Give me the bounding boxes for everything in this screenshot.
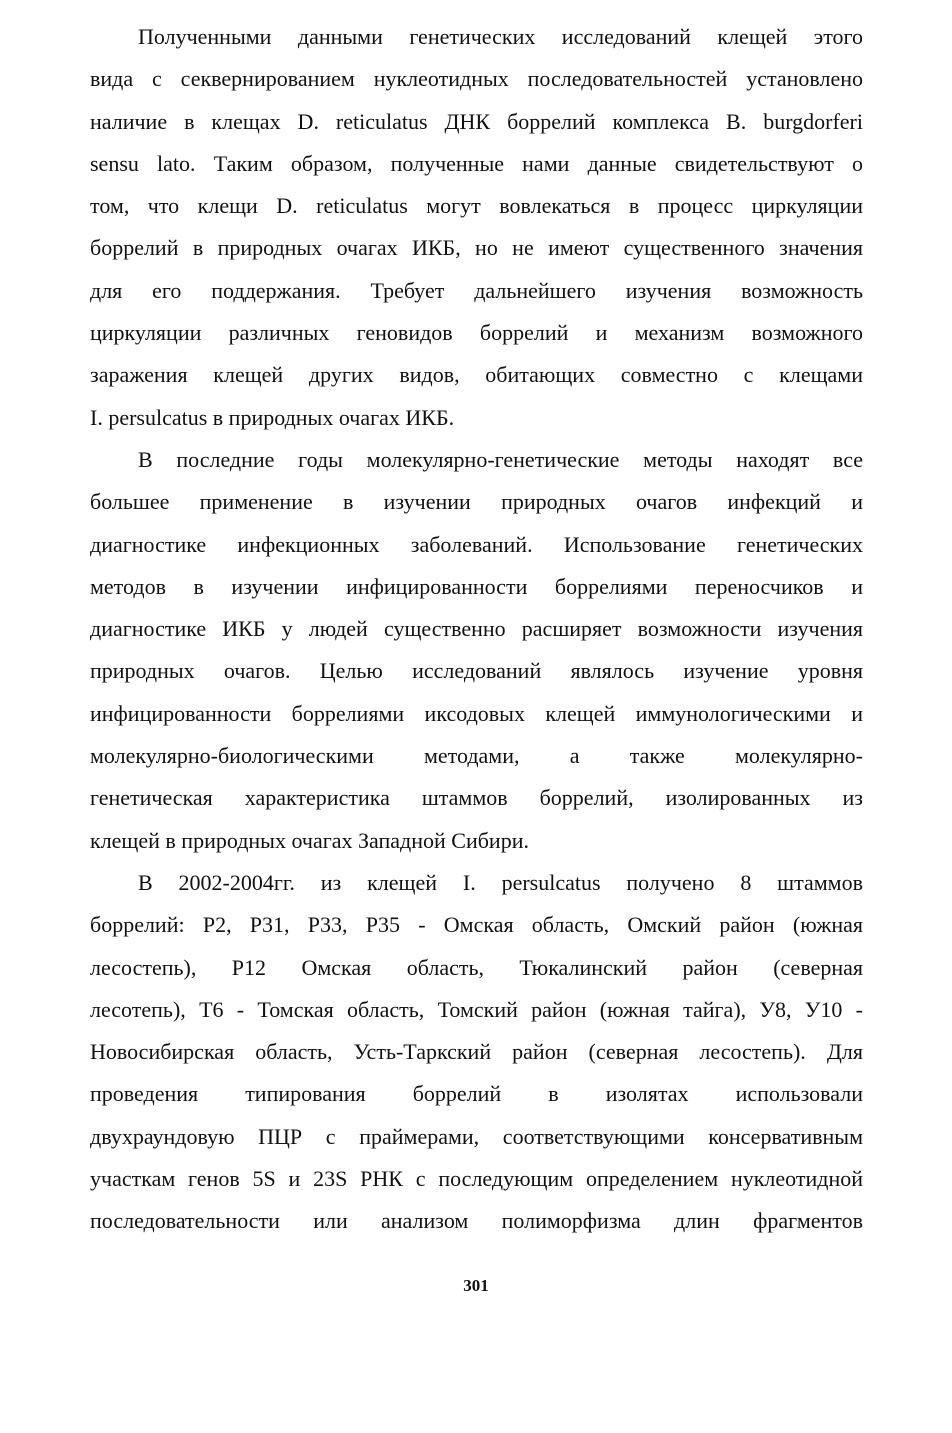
text-line-content: участкам генов 5S и 23S РНК с последующим определением нуклеотидной — [90, 1166, 863, 1192]
text-line — [90, 820, 863, 862]
text-line — [90, 862, 863, 904]
text-line-content: циркуляции различных геновидов боррелий и механизм возможного — [90, 320, 863, 346]
text-line — [90, 524, 863, 566]
text-line-content: боррелий: Р2, Р31, Р33, Р35 - Омская область, Омский район (южная — [90, 912, 863, 938]
text-line — [90, 439, 863, 481]
text-line-content: молекулярно-биологическими методами, а также молекулярно- — [90, 743, 863, 769]
text-line-content: большее применение в изучении природных очагов инфекций и — [90, 489, 863, 515]
body-text — [90, 16, 863, 1243]
text-line-content: Полученными данными генетических исследований клещей этого — [138, 24, 863, 49]
text-line — [90, 1158, 863, 1200]
text-line — [90, 650, 863, 692]
text-line-content: двухраундовую ПЦР с праймерами, соответствующими консервативным — [90, 1123, 863, 1149]
text-line-content: генетическая характеристика штаммов боррелий, изолированных из — [90, 785, 863, 811]
text-line — [90, 989, 863, 1031]
text-line — [90, 1073, 863, 1115]
text-line — [90, 608, 863, 650]
text-line — [90, 397, 863, 439]
text-line-content: том, что клещи D. reticulatus могут вовлекаться в процесс циркуляции — [90, 193, 863, 219]
text-line — [90, 1031, 863, 1073]
text-line — [90, 143, 863, 185]
text-line — [90, 735, 863, 777]
text-line-content: лесотепь), Т6 - Томская область, Томский район (южная тайга), У8, У10 - — [90, 996, 863, 1022]
text-line-content: I. persulcatus в природных очагах ИКБ. — [90, 404, 455, 430]
text-line-content: боррелий в природных очагах ИКБ, но не имеют существенного значения — [90, 235, 863, 261]
text-line — [90, 270, 863, 312]
text-line-content: диагностике ИКБ у людей существенно расширяет возможности изучения — [90, 616, 863, 642]
text-line — [90, 16, 863, 58]
text-line-content: заражения клещей других видов, обитающих совместно с клещами — [90, 362, 863, 388]
text-line — [90, 566, 863, 608]
text-line — [90, 354, 863, 396]
text-line — [90, 312, 863, 354]
text-line — [90, 185, 863, 227]
text-line-content: для его поддержания. Требует дальнейшего изучения возможность — [90, 277, 863, 303]
page-number: 301 — [463, 1276, 489, 1295]
text-line-content: Новосибирская область, Усть-Таркский район (северная лесостепь). Для — [90, 1039, 863, 1065]
text-line-content: клещей в природных очагах Западной Сибири. — [90, 827, 529, 853]
text-line-content: природных очагов. Целью исследований являлось изучение уровня — [90, 658, 863, 684]
text-line-content: последовательности или анализом полиморфизма длин фрагментов — [90, 1208, 863, 1234]
text-line — [90, 58, 863, 100]
text-line-content: инфицированности боррелиями иксодовых клещей иммунологическими и — [90, 700, 863, 726]
text-line — [90, 1200, 863, 1242]
text-line-content: методов в изучении инфицированности боррелиями переносчиков и — [90, 573, 863, 599]
text-line-content: В последние годы молекулярно-генетические методы находят все — [138, 446, 863, 472]
text-line — [90, 481, 863, 523]
text-line — [90, 904, 863, 946]
text-line — [90, 693, 863, 735]
text-line-content: sensu lato. Таким образом, полученные нами данные свидетельствуют о — [90, 150, 863, 176]
text-line-content: проведения типирования боррелий в изолятах использовали — [90, 1081, 863, 1107]
text-line-content: лесостепь), Р12 Омская область, Тюкалинский район (северная — [90, 954, 863, 980]
text-line-content: диагностике инфекционных заболеваний. Использование генетических — [90, 531, 863, 557]
text-line-content: В 2002-2004гг. из клещей I. persulcatus получено 8 штаммов — [138, 869, 863, 895]
text-line — [90, 101, 863, 143]
text-line-content: вида с секвернированием нуклеотидных последовательностей установлено — [90, 66, 863, 92]
text-line — [90, 1116, 863, 1158]
text-line-content: наличие в клещах D. reticulatus ДНК боррелий комплекса B. burgdorferi — [90, 108, 863, 134]
text-line — [90, 947, 863, 989]
text-line — [90, 227, 863, 269]
text-line — [90, 777, 863, 819]
